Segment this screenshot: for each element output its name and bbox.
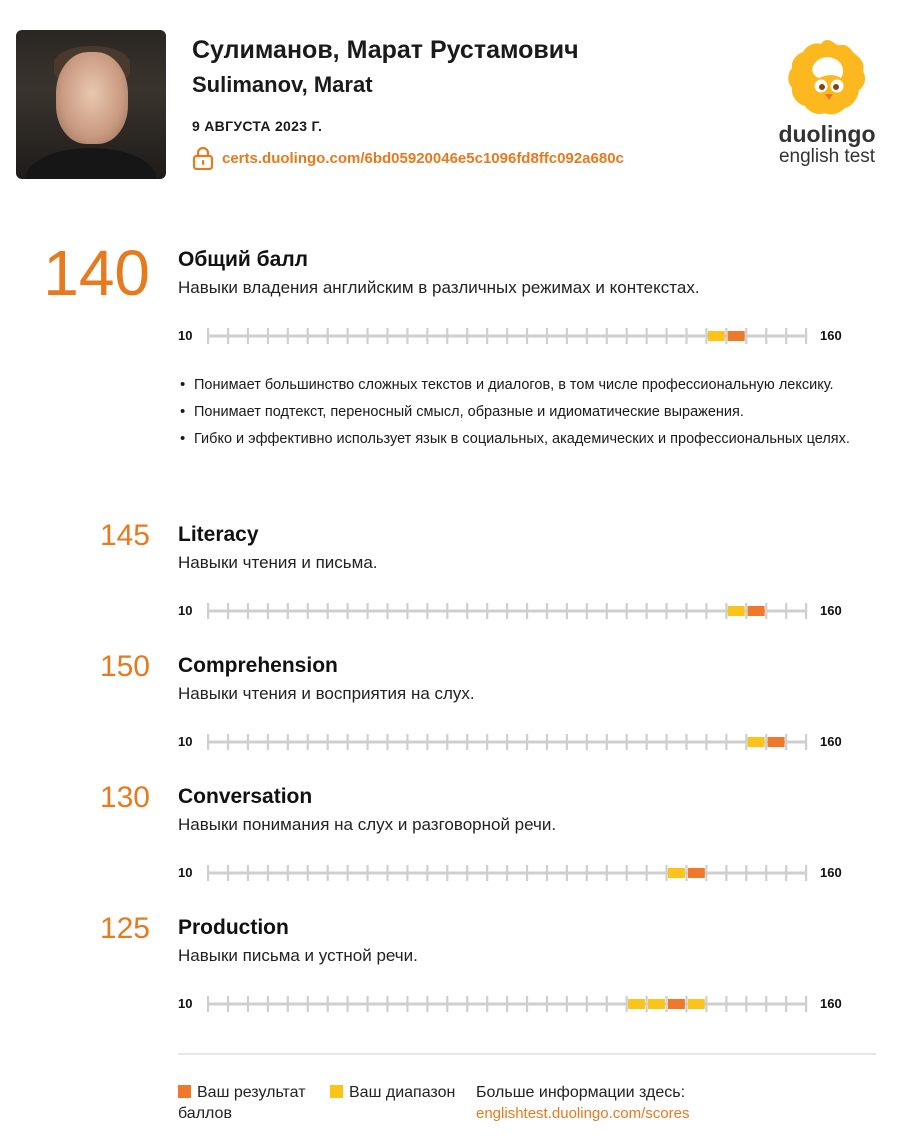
scale-tick bbox=[327, 734, 329, 750]
scale-tick bbox=[526, 996, 528, 1012]
candidate-name-ru: Сулиманов, Марат Рустамович bbox=[192, 36, 579, 64]
scale-track bbox=[202, 994, 812, 1014]
scale-tick bbox=[207, 603, 209, 619]
scale-tick bbox=[386, 603, 388, 619]
scale-tick bbox=[665, 328, 667, 344]
footer-divider bbox=[178, 1053, 876, 1055]
scale-tick bbox=[386, 996, 388, 1012]
scale-tick bbox=[546, 865, 548, 881]
subscore-value: 150 bbox=[99, 650, 150, 683]
scale-tick bbox=[366, 734, 368, 750]
scale-tick bbox=[586, 865, 588, 881]
scale-tick bbox=[426, 328, 428, 344]
logo-sub-text: english test bbox=[778, 146, 876, 167]
scale-max-label: 160 bbox=[820, 328, 842, 343]
scale-tick bbox=[805, 328, 807, 344]
scale-tick bbox=[267, 328, 269, 344]
scale-tick bbox=[366, 328, 368, 344]
scale-tick bbox=[446, 734, 448, 750]
scale-tick bbox=[426, 865, 428, 881]
scale-tick bbox=[725, 865, 727, 881]
scale-tick bbox=[386, 734, 388, 750]
scale-tick bbox=[207, 996, 209, 1012]
scale-tick bbox=[586, 996, 588, 1012]
scale-tick bbox=[227, 734, 229, 750]
scale-tick bbox=[247, 865, 249, 881]
scale-tick bbox=[227, 865, 229, 881]
scale-tick bbox=[347, 996, 349, 1012]
scale-tick bbox=[287, 603, 289, 619]
scale-tick bbox=[526, 865, 528, 881]
scale-tick bbox=[526, 734, 528, 750]
subscore-scale bbox=[178, 732, 858, 752]
result-marker bbox=[668, 999, 685, 1009]
duolingo-owl-icon bbox=[783, 36, 871, 120]
scale-tick bbox=[606, 996, 608, 1012]
photo-face bbox=[56, 52, 128, 144]
scale-min-label: 10 bbox=[178, 865, 193, 880]
scale-tick bbox=[307, 734, 309, 750]
range-segment bbox=[728, 606, 745, 616]
scale-tick bbox=[705, 865, 707, 881]
range-segment bbox=[668, 868, 685, 878]
scale-tick bbox=[426, 734, 428, 750]
scale-tick bbox=[307, 865, 309, 881]
scale-tick bbox=[446, 328, 448, 344]
scale-tick bbox=[207, 865, 209, 881]
scale-tick bbox=[725, 603, 727, 619]
scale-tick bbox=[307, 603, 309, 619]
scale-tick bbox=[406, 996, 408, 1012]
scale-tick bbox=[267, 603, 269, 619]
scale-tick bbox=[646, 865, 648, 881]
scale-tick bbox=[785, 865, 787, 881]
scale-tick bbox=[626, 865, 628, 881]
scale-tick bbox=[287, 996, 289, 1012]
logo-brand-text: duolingo bbox=[778, 121, 876, 147]
scale-tick bbox=[626, 603, 628, 619]
more-info-link[interactable]: englishtest.duolingo.com/scores bbox=[476, 1105, 690, 1122]
scale-tick bbox=[665, 734, 667, 750]
scale-tick bbox=[606, 603, 608, 619]
scale-tick bbox=[386, 865, 388, 881]
scale-tick bbox=[546, 603, 548, 619]
scale-tick bbox=[805, 996, 807, 1012]
scale-tick bbox=[267, 996, 269, 1012]
overall-score-description: Навыки владения английским в различных режимах и контекстах. bbox=[178, 278, 700, 297]
scale-tick bbox=[446, 996, 448, 1012]
scale-tick bbox=[406, 603, 408, 619]
scale-tick bbox=[785, 734, 787, 750]
scale-tick bbox=[665, 603, 667, 619]
scale-tick bbox=[406, 865, 408, 881]
descriptor-item: • Понимает подтекст, переносный смысл, образные и идиоматические выражения. bbox=[180, 403, 870, 421]
scale-tick bbox=[247, 996, 249, 1012]
scale-tick bbox=[685, 865, 687, 881]
scale-tick bbox=[705, 603, 707, 619]
result-swatch bbox=[178, 1085, 191, 1098]
scale-tick bbox=[626, 734, 628, 750]
scale-tick bbox=[406, 328, 408, 344]
range-segment bbox=[648, 999, 665, 1009]
scale-tick bbox=[486, 328, 488, 344]
scale-tick bbox=[745, 603, 747, 619]
subscore-value: 125 bbox=[99, 912, 150, 945]
scale-max-label: 160 bbox=[820, 865, 842, 880]
scale-tick bbox=[546, 734, 548, 750]
scale-track bbox=[202, 863, 812, 883]
scale-tick bbox=[805, 865, 807, 881]
scale-tick bbox=[506, 996, 508, 1012]
subscore-title: Production bbox=[178, 916, 289, 939]
scale-tick bbox=[287, 865, 289, 881]
scale-tick bbox=[606, 328, 608, 344]
scale-min-label: 10 bbox=[178, 603, 193, 618]
descriptor-item: • Понимает большинство сложных текстов и диалогов, в том числе профессиональную лексику. bbox=[180, 376, 870, 394]
scale-tick bbox=[247, 603, 249, 619]
scale-tick bbox=[307, 328, 309, 344]
scale-track bbox=[202, 326, 812, 346]
scale-tick bbox=[366, 996, 368, 1012]
scale-tick bbox=[347, 734, 349, 750]
scale-tick bbox=[785, 328, 787, 344]
scale-min-label: 10 bbox=[178, 328, 193, 343]
scale-tick bbox=[526, 603, 528, 619]
scale-track bbox=[202, 732, 812, 752]
scale-tick bbox=[765, 734, 767, 750]
certificate-link[interactable]: certs.duolingo.com/6bd05920046e5c1096fd8ffc092a680c bbox=[222, 149, 624, 167]
range-segment bbox=[688, 999, 705, 1009]
scale-tick bbox=[267, 734, 269, 750]
scale-tick bbox=[606, 865, 608, 881]
scale-tick bbox=[486, 996, 488, 1012]
scale-tick bbox=[247, 328, 249, 344]
scale-tick bbox=[227, 996, 229, 1012]
scale-tick bbox=[586, 734, 588, 750]
scale-tick bbox=[486, 603, 488, 619]
scale-tick bbox=[327, 603, 329, 619]
range-segment bbox=[628, 999, 645, 1009]
scale-tick bbox=[606, 734, 608, 750]
scale-tick bbox=[725, 328, 727, 344]
scale-tick bbox=[466, 328, 468, 344]
scale-tick bbox=[745, 996, 747, 1012]
scale-tick bbox=[506, 865, 508, 881]
subscore-title: Literacy bbox=[178, 523, 259, 546]
result-marker bbox=[768, 737, 785, 747]
scale-tick bbox=[685, 996, 687, 1012]
scale-tick bbox=[725, 996, 727, 1012]
scale-tick bbox=[327, 996, 329, 1012]
scale-tick bbox=[506, 734, 508, 750]
subscore-scale bbox=[178, 601, 858, 621]
certificate-link-row bbox=[192, 145, 624, 171]
scale-tick bbox=[347, 328, 349, 344]
subscore-value: 145 bbox=[99, 519, 150, 552]
scale-tick bbox=[347, 603, 349, 619]
scale-tick bbox=[466, 734, 468, 750]
scale-tick bbox=[765, 865, 767, 881]
scale-tick bbox=[566, 328, 568, 344]
range-segment bbox=[748, 737, 765, 747]
scale-tick bbox=[506, 328, 508, 344]
overall-score-title: Общий балл bbox=[178, 248, 309, 271]
legend-range bbox=[330, 1082, 455, 1103]
subscore-description: Навыки понимания на слух и разговорной речи. bbox=[178, 815, 557, 834]
scale-tick bbox=[566, 996, 568, 1012]
scale-tick bbox=[486, 734, 488, 750]
scale-tick bbox=[347, 865, 349, 881]
scale-tick bbox=[566, 734, 568, 750]
scale-tick bbox=[207, 734, 209, 750]
scale-tick bbox=[705, 996, 707, 1012]
subscore-title: Conversation bbox=[178, 785, 313, 808]
photo-shirt bbox=[26, 148, 156, 179]
overall-score-descriptors bbox=[180, 376, 870, 457]
scale-tick bbox=[705, 734, 707, 750]
scale-tick bbox=[446, 603, 448, 619]
candidate-photo bbox=[16, 30, 166, 179]
descriptor-item: • Гибко и эффективно использует язык в социальных, академических и профессиональных целях. bbox=[180, 430, 870, 448]
more-info-label: Больше информации здесь: bbox=[476, 1084, 686, 1101]
scale-tick bbox=[566, 603, 568, 619]
subscore-description: Навыки письма и устной речи. bbox=[178, 946, 418, 965]
scale-tick bbox=[805, 734, 807, 750]
scale-tick bbox=[366, 603, 368, 619]
result-marker bbox=[748, 606, 765, 616]
scale-tick bbox=[745, 734, 747, 750]
subscore-scale bbox=[178, 994, 858, 1014]
scale-track bbox=[202, 601, 812, 621]
scale-tick bbox=[646, 734, 648, 750]
scale-tick bbox=[586, 328, 588, 344]
scale-tick bbox=[646, 996, 648, 1012]
scale-max-label: 160 bbox=[820, 734, 842, 749]
subscore-scale bbox=[178, 863, 858, 883]
overall-score-scale bbox=[178, 326, 858, 346]
result-marker bbox=[728, 331, 745, 341]
scale-tick bbox=[227, 603, 229, 619]
scale-tick bbox=[307, 996, 309, 1012]
overall-score-value: 140 bbox=[43, 237, 150, 309]
scale-min-label: 10 bbox=[178, 996, 193, 1011]
scale-tick bbox=[685, 734, 687, 750]
scale-tick bbox=[805, 603, 807, 619]
scale-tick bbox=[586, 603, 588, 619]
scale-tick bbox=[327, 328, 329, 344]
subscore-value: 130 bbox=[99, 781, 150, 814]
scale-tick bbox=[665, 996, 667, 1012]
scale-tick bbox=[626, 328, 628, 344]
test-date: 9 АВГУСТА 2023 Г. bbox=[192, 118, 323, 134]
scale-tick bbox=[765, 996, 767, 1012]
scale-tick bbox=[765, 603, 767, 619]
scale-tick bbox=[466, 603, 468, 619]
lock-icon bbox=[192, 146, 214, 170]
scale-tick bbox=[287, 328, 289, 344]
scale-tick bbox=[785, 996, 787, 1012]
scale-tick bbox=[725, 734, 727, 750]
range-swatch bbox=[330, 1085, 343, 1098]
scale-tick bbox=[526, 328, 528, 344]
subscore-title: Comprehension bbox=[178, 654, 338, 677]
scale-tick bbox=[785, 603, 787, 619]
scale-tick bbox=[486, 865, 488, 881]
duolingo-english-test-logo bbox=[770, 36, 884, 168]
scale-tick bbox=[665, 865, 667, 881]
scale-tick bbox=[765, 328, 767, 344]
scale-tick bbox=[546, 996, 548, 1012]
candidate-name-en: Sulimanov, Marat bbox=[192, 72, 373, 97]
result-marker bbox=[688, 868, 705, 878]
scale-tick bbox=[626, 996, 628, 1012]
scale-tick bbox=[685, 328, 687, 344]
scale-tick bbox=[566, 865, 568, 881]
legend-more-info bbox=[476, 1082, 689, 1124]
scale-max-label: 160 bbox=[820, 996, 842, 1011]
subscore-description: Навыки чтения и письма. bbox=[178, 553, 378, 572]
scale-tick bbox=[426, 603, 428, 619]
scale-tick bbox=[386, 328, 388, 344]
scale-tick bbox=[287, 734, 289, 750]
scale-tick bbox=[267, 865, 269, 881]
scale-tick bbox=[207, 328, 209, 344]
scale-tick bbox=[366, 865, 368, 881]
scale-tick bbox=[247, 734, 249, 750]
scale-max-label: 160 bbox=[820, 603, 842, 618]
scale-tick bbox=[646, 328, 648, 344]
scale-tick bbox=[466, 865, 468, 881]
scale-tick bbox=[227, 328, 229, 344]
scale-min-label: 10 bbox=[178, 734, 193, 749]
scale-tick bbox=[426, 996, 428, 1012]
scale-tick bbox=[646, 603, 648, 619]
legend-result-label: Ваш результат баллов bbox=[178, 1084, 306, 1122]
legend-result bbox=[178, 1082, 323, 1124]
scale-tick bbox=[745, 328, 747, 344]
scale-tick bbox=[685, 603, 687, 619]
scale-tick bbox=[406, 734, 408, 750]
scale-tick bbox=[506, 603, 508, 619]
scale-tick bbox=[745, 865, 747, 881]
legend-range-label: Ваш диапазон bbox=[349, 1084, 456, 1101]
subscore-description: Навыки чтения и восприятия на слух. bbox=[178, 684, 475, 703]
scale-tick bbox=[546, 328, 548, 344]
scale-tick bbox=[327, 865, 329, 881]
range-segment bbox=[708, 331, 725, 341]
scale-tick bbox=[446, 865, 448, 881]
scale-tick bbox=[466, 996, 468, 1012]
scale-tick bbox=[705, 328, 707, 344]
